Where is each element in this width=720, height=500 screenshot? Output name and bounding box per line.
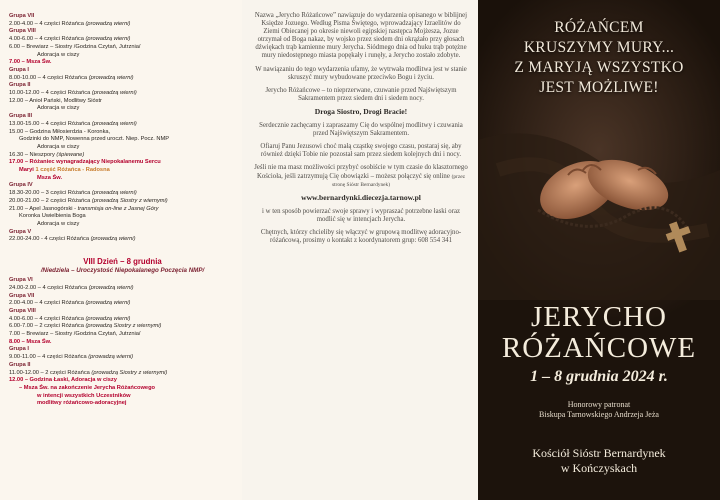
schedule-line-text: 8.00 – Msza Św. (9, 338, 52, 345)
schedule-line (9, 206, 236, 214)
patronage-line: Honorowy patronat (567, 400, 631, 409)
schedule-line (9, 221, 236, 229)
online-text: Jeśli nie ma masz możliwości przybyć osobiście w tym czasie do klasztornego Kościoła, jeśli zatrzymują Cię obowiązki – możesz połączyć się online (254, 164, 468, 180)
schedule-line (9, 167, 236, 175)
schedule-line (9, 236, 236, 244)
event-dates: 1 – 8 grudnia 2024 r. (530, 368, 668, 385)
schedule-column (0, 0, 242, 500)
church-line: Kościół Sióstr Bernardynek (532, 446, 666, 460)
schedule-line (9, 331, 236, 339)
online-paragraph (254, 164, 468, 188)
schedule-line-note: (prowadzą wierni) (91, 190, 137, 197)
schedule-line-text: Grupa IV (9, 182, 33, 189)
schedule-line (9, 44, 236, 52)
schedule-group-label (9, 182, 236, 190)
schedule-line (9, 190, 236, 198)
schedule-line (9, 377, 236, 385)
text-column (242, 0, 478, 500)
schedule-line (9, 316, 236, 324)
schedule-top (9, 13, 236, 244)
schedule-line (9, 75, 236, 83)
schedule-group-label (9, 346, 236, 354)
schedule-line-text: 17.00 – Różaniec wynagradzający Niepokalanemu Sercu (9, 159, 161, 166)
schedule-line-text: Grupa I (9, 346, 29, 353)
contact-paragraph: Chętnych, którzy chcieliby się włączyć w grupową modlitwę adoracyjno-różańcową, prosimy o kontakt z koordynatorem grup: 608 554 341 (260, 228, 462, 245)
schedule-line-text: Godzinki do NMP, Nowenna przed uroczt. Niep. Pocz. NMP (19, 136, 170, 143)
headline-line: Z MARYJĄ WSZYSTKO (514, 59, 684, 76)
greeting: Droga Siostro, Drogi Bracie! (314, 106, 408, 116)
intentions-paragraph: i w ten sposób powierzać swoje sprawy i wypraszać potrzebne łaski oraz modlić się w intencjach Jerycha. (262, 207, 460, 223)
website-link[interactable]: www.bernardynki.diecezja.tarnow.pl (301, 192, 421, 202)
schedule-line-text: – Msza Św. na zakończenie Jerycha Różańcowego (19, 384, 156, 391)
schedule-line-note: (prowadzą Siostry z wiernymi) (91, 197, 168, 204)
day8-subtitle: /Niedziela – Uroczystość Niepokalanego Poczęcia NMP/ (40, 267, 205, 275)
schedule-line (9, 152, 236, 160)
schedule-line-text: 22.00-24.00 - 4 części Różańca (9, 236, 91, 243)
schedule-line-text: 12.00 – Godzina Łaski, Adoracja w ciszy (9, 377, 117, 384)
schedule-line-text: Maryi (19, 167, 36, 174)
schedule-line-text: 4.00-6.00 – 4 części Różańca (9, 36, 86, 43)
schedule-line (9, 90, 236, 98)
schedule-line-text: 21.00 – Apel Jasnogórski - (9, 205, 78, 212)
schedule-line-text: Grupa VII (9, 292, 35, 299)
headline-line: JEST MOŻLIWE! (539, 79, 659, 96)
schedule-line-text: 4.00-6.00 – 4 części Różańca (9, 315, 86, 322)
schedule-line-text: Grupa VI (9, 277, 33, 284)
schedule-line-text: 2.00-4.00 – 4 części Różańca (9, 20, 86, 27)
schedule-line (9, 144, 236, 152)
schedule-line-text: modlitwy różańcowo-adoracyjnej (37, 400, 127, 407)
schedule-line-note: (prowadzą wierni) (91, 90, 137, 97)
schedule-line-text: Adoracja w ciszy (37, 143, 80, 150)
schedule-line-note: (prowadzą Siostry z wiernymi) (85, 323, 162, 330)
schedule-line-text: Grupa II (9, 361, 31, 368)
church-line: w Kończyskach (560, 461, 638, 475)
schedule-line-note: (prowadzą wierni) (85, 36, 131, 43)
schedule-line-note: (prowadzą wierni) (88, 284, 134, 291)
schedule-line (9, 136, 236, 144)
schedule-line-text: 8.00-10.00 – 4 części Różańca (9, 74, 89, 81)
schedule-line (9, 129, 236, 137)
schedule-line-text: 9.00-11.00 – 4 części Różańca (9, 354, 89, 361)
schedule-group-label (9, 229, 236, 237)
schedule-group-label (9, 277, 236, 285)
patronage-line: Biskupa Tarnowskiego Andrzeja Jeża (539, 410, 659, 419)
church-name (478, 446, 720, 476)
schedule-group-label (9, 113, 236, 121)
schedule-line (9, 300, 236, 308)
schedule-line-note: (śpiewane) (56, 151, 85, 158)
schedule-line (9, 339, 236, 347)
title-rozancowe: RÓŻAŃCOWE (501, 332, 697, 364)
schedule-line (9, 59, 236, 67)
hope-paragraph: W nawiązaniu do tego wydarzenia ufamy, że wytrwała modlitwa jest w stanie skruszyć mury wybudowane przeciwko Bogu i życiu. (255, 65, 467, 81)
schedule-line-text: 13.00-15.00 – 4 części Różańca (9, 120, 92, 127)
title-jerycho: JERYCHO (531, 301, 667, 333)
schedule-line (9, 354, 236, 362)
schedule-line (9, 400, 236, 408)
patronage (478, 400, 720, 420)
schedule-line (9, 393, 236, 401)
schedule-line-note: (prowadzą wierni) (91, 120, 137, 127)
schedule-line-text: Grupa V (9, 228, 32, 235)
schedule-line-text: Grupa VII (9, 13, 35, 19)
schedule-group-label (9, 13, 236, 21)
schedule-line-text: 15.00 – Godzina Miłosierdzia - Koronka, (9, 128, 111, 135)
schedule-line-note: (prowadzą wierni) (88, 354, 134, 361)
schedule-line (9, 121, 236, 129)
headline (478, 18, 720, 98)
schedule-line (9, 323, 236, 331)
schedule-line (9, 159, 236, 167)
schedule-line-text: 6.00-7.00 – 2 części Różańca (9, 323, 86, 330)
schedule-group-label (9, 362, 236, 370)
schedule-line-text: 7.00 – Brewiarz – Siostry /Godzina Czytań, Jutrznia/ (9, 331, 141, 338)
schedule-line (9, 385, 236, 393)
schedule-line-text: Grupa VIII (9, 307, 36, 314)
schedule-line-text: Grupa III (9, 113, 33, 120)
schedule-line-text: 16.30 – Nieszpory (9, 151, 57, 158)
schedule-line-text: 7.00 – Msza Św. (9, 59, 52, 66)
schedule-line-text: 24.00-2.00 – 4 części Różańca (9, 284, 89, 291)
schedule-line-detail: 1 część Różańca - Radosna (35, 167, 110, 174)
schedule-line-note: (prowadzą wierni) (85, 20, 131, 27)
online-note: (przez stronę Sióstr Bernardynek) (331, 173, 466, 188)
schedule-line-text: Adoracja w ciszy (37, 51, 80, 58)
headline-line: RÓŻAŃCEM (554, 19, 644, 36)
schedule-line (9, 175, 236, 183)
schedule-line-text: 20.00-21.00 – 2 części Różańca (9, 197, 92, 204)
schedule-line-note: (prowadzą Siostry z wiernymi) (91, 369, 168, 376)
schedule-line-note: (prowadzą wierni) (88, 74, 134, 81)
schedule-group-label (9, 28, 236, 36)
schedule-line (9, 36, 236, 44)
schedule-line (9, 98, 236, 106)
schedule-line-text: Msza Św. (37, 174, 63, 181)
schedule-line-text: Grupa I (9, 66, 29, 73)
schedule-line-text: 18.30-20.00 – 3 części Różańca (9, 190, 92, 197)
schedule-bottom (9, 277, 236, 408)
schedule-group-label (9, 308, 236, 316)
schedule-group-label (9, 67, 236, 75)
schedule-line (9, 198, 236, 206)
schedule-line (9, 21, 236, 29)
schedule-line-note: (prowadzą wierni) (85, 315, 131, 322)
schedule-line-text: Adoracja w ciszy (37, 105, 80, 112)
schedule-line-text: Adoracja w ciszy (37, 220, 80, 227)
offer-paragraph: Ofiaruj Panu Jezusowi choć małą cząstkę swojego czasu, postaraj się, aby również dzięki Tobie nie pozostał sam przez siedem kolejnych dni i nocy. (260, 143, 462, 159)
schedule-group-label (9, 82, 236, 90)
schedule-line (9, 213, 236, 221)
schedule-line-text: 11.00-12.00 – 2 części Różańca (9, 369, 92, 376)
schedule-line-text: Koronka Uwielbienia Boga (19, 213, 86, 220)
schedule-line (9, 105, 236, 113)
headline-line: KRUSZYMY MURY... (523, 39, 675, 56)
schedule-line (9, 370, 236, 378)
schedule-line-note: (prowadzą wierni) (85, 300, 131, 307)
intro-paragraph: Nazwa „Jerycho Różańcowe” nawiązuje do wydarzenia opisanego w biblijnej Księdze Jozuego. Według Pisma Świętego, wprowadzający Izraelitów do Ziemi Obiecanej po okresie niewoli egipskiej następca Mojżesza, Jozue otrzymał od Boga nakaz, by wojsko przez siedem dni okrążało przy głosach dźwiękach trąb kamienne mury Jerycha. Siódmego dnia od huku trąb potężne mury niedostępnego miasta popękały i runęły, a Jerycho zostało zdobyte. (254, 12, 468, 60)
day8-title: VIII Dzień – 8 grudnia (83, 257, 162, 267)
invitation-paragraph: Serdecznie zachęcamy i zapraszamy Cię do wspólnej modlitwy i czuwania przed Najświętszym Sakramentem. (259, 122, 463, 138)
cover-panel (478, 0, 720, 500)
schedule-line-text: 6.00 – Brewiarz – Siostry /Godzina Czytań, Jutrznia/ (9, 43, 141, 50)
definition-paragraph: Jerycho Różańcowe – to nieprzerwane, czuwanie przed Najświętszym Sakramentem przez siedem dni i siedem nocy. (265, 86, 457, 102)
schedule-line-text: Grupa II (9, 82, 31, 89)
schedule-line-text: 2.00-4.00 – 4 części Różańca (9, 300, 86, 307)
schedule-line-text: Grupa VIII (9, 28, 36, 35)
schedule-line-text: w intencji wszystkich Uczestników (37, 392, 131, 399)
schedule-line-text: 12.00 – Anioł Pański, Modlitwy Sióstr (9, 97, 102, 104)
schedule-line-text: 10.00-12.00 – 4 części Różańca (9, 90, 92, 97)
schedule-group-label (9, 293, 236, 301)
schedule-line-note: (prowadzą wierni) (90, 236, 136, 243)
schedule-line (9, 285, 236, 293)
schedule-line-note: transmisja on-line z Jasnej Góry (77, 205, 159, 212)
